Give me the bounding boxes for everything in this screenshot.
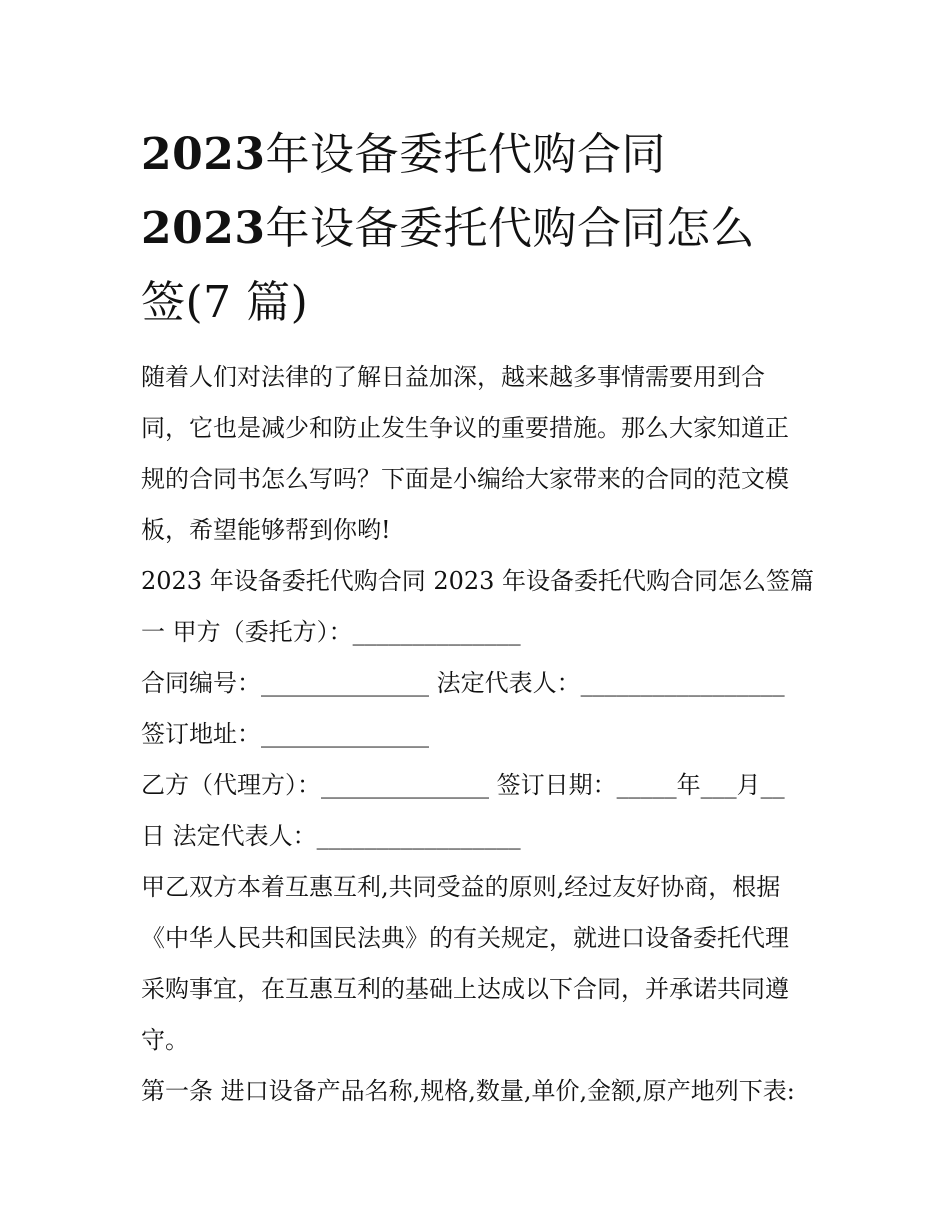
intro-line-1: 随着人们对法律的了解日益加深，越来越多事情需要用到合 <box>141 363 765 391</box>
party-b-line: 乙方（代理方）：______________ 签订日期：_____年___月__ <box>141 771 785 799</box>
section-heading-line-1: 2023 年设备委托代购合同 2023 年设备委托代购合同怎么签篇 <box>141 567 815 595</box>
preamble-line-3: 采购事宜，在互惠互利的基础上达成以下合同，并承诺共同遵 <box>141 975 789 1003</box>
preamble-line-1: 甲乙双方本着互惠互利,共同受益的原则,经过友好协商，根据 <box>141 873 781 901</box>
signing-address-line: 签订地址：______________ <box>141 720 429 748</box>
document-page <box>141 118 821 1117</box>
document-title <box>141 118 821 340</box>
document-body <box>141 352 821 1117</box>
title-line-2: 2023年设备委托代购合同怎么 <box>141 203 755 254</box>
preamble-line-4: 守。 <box>141 1026 189 1054</box>
article-one-line: 第一条 进口设备产品名称,规格,数量,单价,金额,原产地列下表: <box>141 1077 795 1105</box>
legal-rep-line: 日 法定代表人：_________________ <box>141 822 521 850</box>
preamble-line-2: 《中华人民共和国民法典》的有关规定，就进口设备委托代理 <box>141 924 789 952</box>
title-line-3: 签(7 篇) <box>141 277 309 328</box>
contract-number-line: 合同编号：______________ 法定代表人：_________________ <box>141 669 785 697</box>
intro-line-4: 板，希望能够帮到你哟! <box>141 516 391 544</box>
party-a-line: 一 甲方（委托方）：______________ <box>141 618 521 646</box>
intro-line-3: 规的合同书怎么写吗？下面是小编给大家带来的合同的范文模 <box>141 465 789 493</box>
title-line-1: 2023年设备委托代购合同 <box>141 129 666 180</box>
intro-line-2: 同，它也是减少和防止发生争议的重要措施。那么大家知道正 <box>141 414 789 442</box>
